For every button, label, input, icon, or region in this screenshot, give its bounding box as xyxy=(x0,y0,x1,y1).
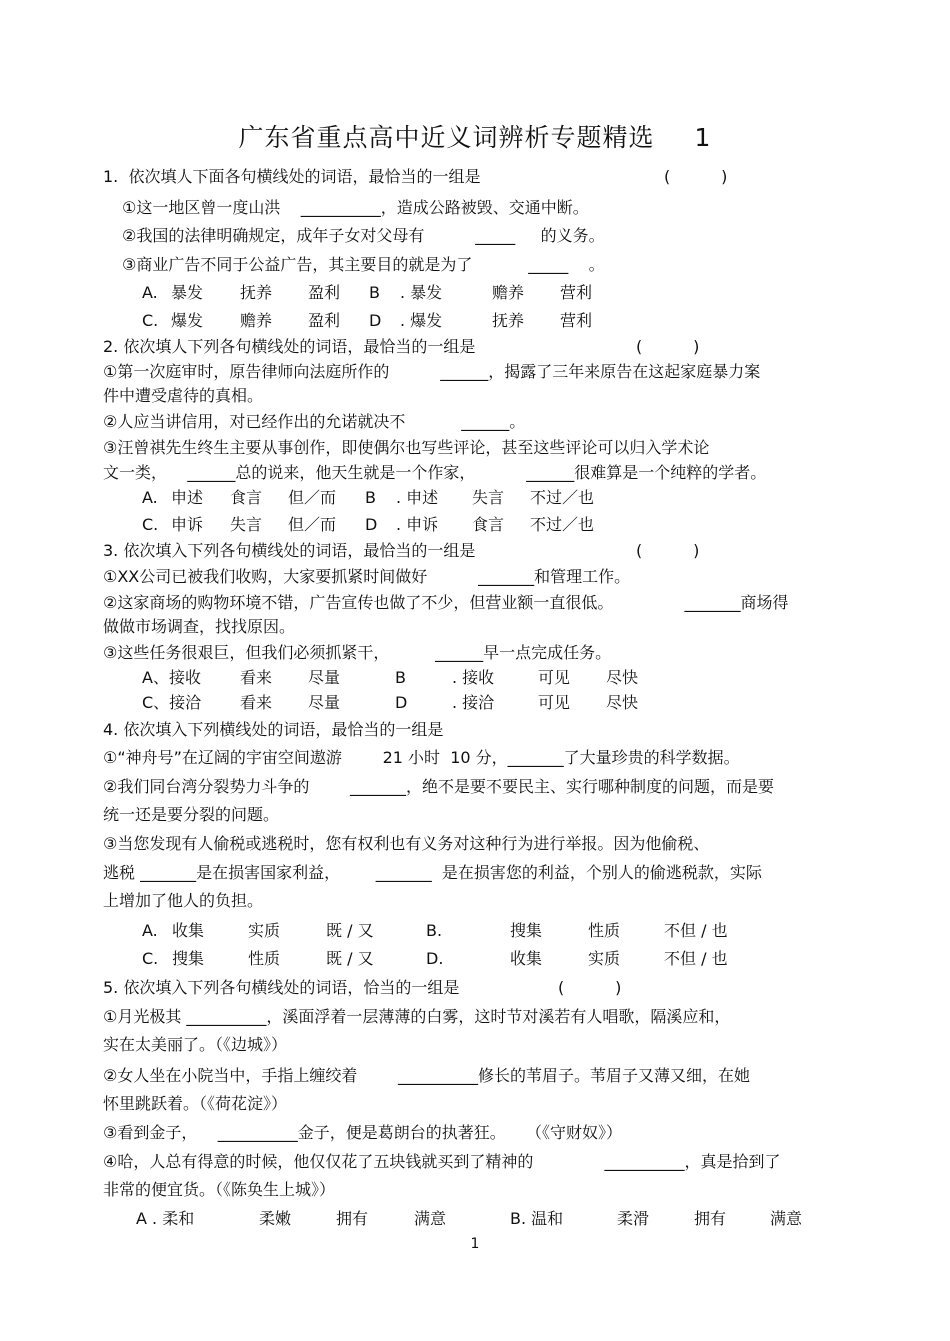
option-word: . 申述 xyxy=(396,488,439,507)
option-label: B. xyxy=(426,921,443,940)
option-label: D. xyxy=(426,949,444,968)
q3-answer-paren: ( ) xyxy=(636,541,700,560)
option-word: 柔滑 xyxy=(617,1209,650,1228)
option-label: D xyxy=(369,311,382,330)
q1-sentence-2: ②我国的法律明确规定，成年子女对父母有 _____ 的义务。 xyxy=(122,226,605,245)
option-word: 抚养 xyxy=(240,283,273,302)
q2-sentence-1-cont: 件中遭受虐待的真相。 xyxy=(103,386,264,405)
q1-sentence-3: ③商业广告不同于公益广告，其主要目的就是为了 _____ 。 xyxy=(122,255,605,274)
q3-sentence-1: ①XX公司已被我们收购，大家要抓紧时间做好 _______和管理工作。 xyxy=(103,567,631,586)
option-word: A . 柔和 xyxy=(136,1209,195,1228)
option-word: 抚养 xyxy=(492,311,525,330)
option-label: D xyxy=(395,693,408,712)
option-word: 柔嫩 xyxy=(259,1209,292,1228)
q2-sentence-1: ①第一次庭审时，原告律师向法庭所作的 ______，揭露了三年来原告在这起家庭暴力案 xyxy=(103,362,761,381)
option-word: 营利 xyxy=(560,311,593,330)
option-word: 尽量 xyxy=(308,693,341,712)
option-word: 不但 / 也 xyxy=(664,949,728,968)
option-word: 既 / 又 xyxy=(326,921,374,940)
q2-stem: 2. 依次填人下列各句横线处的词语，最恰当的一组是 xyxy=(103,337,476,356)
option-word: 不但 / 也 xyxy=(664,921,728,940)
option-word: 可见 xyxy=(538,693,571,712)
option-word: 盈利 xyxy=(308,311,341,330)
option-word: 拥有 xyxy=(694,1209,727,1228)
option-label: D xyxy=(365,515,378,534)
option-word: 盈利 xyxy=(308,283,341,302)
option-word: 既 / 又 xyxy=(326,949,374,968)
option-label: A. xyxy=(142,488,158,507)
option-word: 实质 xyxy=(588,949,621,968)
option-word: . 接收 xyxy=(452,668,495,687)
option-word: 失言 xyxy=(230,515,263,534)
option-word: . 爆发 xyxy=(400,311,443,330)
q2-sentence-2: ②人应当讲信用，对已经作出的允诺就决不 ______。 xyxy=(103,412,526,431)
option-word: 收集 xyxy=(510,949,543,968)
q5-sentence-4: ④哈，人总有得意的时候，他仅仅花了五块钱就买到了精神的 __________，真是拾到了 xyxy=(103,1152,781,1171)
option-word: . 申诉 xyxy=(396,515,439,534)
option-word: 尽快 xyxy=(606,693,639,712)
option-word: 失言 xyxy=(472,488,505,507)
q5-answer-paren: ( ) xyxy=(558,978,622,997)
option-word: 可见 xyxy=(538,668,571,687)
q5-sentence-2-cont: 怀里跳跃着。（《荷花淀》） xyxy=(103,1094,288,1113)
title-text: 广东省重点高中近义词辨析专题精选 xyxy=(238,123,655,152)
q2-sentence-3-cont: 文一类， ______总的说来，他天生就是一个作家， ______很难算是一个纯粹的学者。 xyxy=(103,463,767,482)
q4-stem: 4. 依次填入下列横线处的词语，最恰当的一组是 xyxy=(103,720,444,739)
q5-sentence-2: ②女人坐在小院当中，手指上缠绞着 __________修长的苇眉子。苇眉子又薄又细，在她 xyxy=(103,1066,751,1085)
option-label: C. xyxy=(142,949,159,968)
option-word: 但／而 xyxy=(288,488,337,507)
q5-sentence-4-cont: 非常的便宜货。（《陈奂生上城》） xyxy=(103,1180,336,1199)
q3-sentence-2-cont: 做做市场调查，找找原因。 xyxy=(103,617,296,636)
option-word: 爆发 xyxy=(171,311,204,330)
option-word: 性质 xyxy=(588,921,621,940)
option-word: 申述 xyxy=(171,488,204,507)
option-label: C. xyxy=(142,311,159,330)
q4-sentence-2-cont: 统一还是要分裂的问题。 xyxy=(103,805,280,824)
option-word: 拥有 xyxy=(336,1209,369,1228)
title-number: 1 xyxy=(694,123,712,152)
option-word: 食言 xyxy=(230,488,263,507)
option-word: 但／而 xyxy=(288,515,337,534)
option-word: 营利 xyxy=(560,283,593,302)
option-word: 赡养 xyxy=(492,283,525,302)
option-label: B xyxy=(369,283,380,302)
option-word: 赡养 xyxy=(240,311,273,330)
q3-sentence-3: ③这些任务很艰巨，但我们必须抓紧干， ______早一点完成任务。 xyxy=(103,643,612,662)
option-word: 不过／也 xyxy=(530,488,595,507)
option-word: 暴发 xyxy=(171,283,204,302)
option-word: 满意 xyxy=(414,1209,447,1228)
option-word: 食言 xyxy=(472,515,505,534)
q1-sentence-1: ①这一地区曾一度山洪 __________，造成公路被毁、交通中断。 xyxy=(122,198,589,217)
option-label: B xyxy=(365,488,376,507)
option-word: 实质 xyxy=(248,921,281,940)
option-label: C. xyxy=(142,515,159,534)
q4-sentence-1: ①“神舟号”在辽阔的宇宙空间遨游 21 小时 10 分，_______了大量珍贵的科学数据。 xyxy=(103,748,740,767)
q1-stem: 1. 依次填人下面各句横线处的词语，最恰当的一组是 xyxy=(103,167,481,186)
q1-answer-paren: ( ) xyxy=(664,167,728,186)
q4-sentence-3-cont: 逃税 _______是在损害国家利益， _______ 是在损害您的利益，个别人的偷逃税款，实际 xyxy=(103,863,762,882)
option-word: 看来 xyxy=(240,693,273,712)
option-word: . 暴发 xyxy=(400,283,443,302)
option-word: 性质 xyxy=(248,949,281,968)
option-word: . 接洽 xyxy=(452,693,495,712)
option-word: 满意 xyxy=(770,1209,803,1228)
option-label: A. xyxy=(142,921,158,940)
page-number: 1 xyxy=(470,1236,480,1252)
option-label: B xyxy=(395,668,406,687)
option-word: 看来 xyxy=(240,668,273,687)
option-word: B. 温和 xyxy=(510,1209,564,1228)
option-word: 收集 xyxy=(172,921,205,940)
option-word: 申诉 xyxy=(171,515,204,534)
page-title xyxy=(0,118,950,154)
q4-sentence-3: ③当您发现有人偷税或逃税时，您有权利也有义务对这种行为进行举报。因为他偷税、 xyxy=(103,834,710,853)
q5-sentence-3: ③看到金子， __________金子，便是葛朗台的执著狂。 （《守财奴》） xyxy=(103,1123,623,1142)
q3-sentence-2: ②这家商场的购物环境不错，广告宣传也做了不少，但营业额一直很低。 _______商场得 xyxy=(103,593,789,612)
q5-sentence-1: ①月光极其 __________，溪面浮着一层薄薄的白雾，这时节对溪若有人唱歌，隔溪应和， xyxy=(103,1007,731,1026)
option-word: C、接洽 xyxy=(142,693,202,712)
q5-stem: 5. 依次填入下列各句横线处的词语，恰当的一组是 xyxy=(103,978,460,997)
q3-stem: 3. 依次填入下列各句横线处的词语，最恰当的一组是 xyxy=(103,541,476,560)
q2-sentence-3: ③汪曾祺先生终生主要从事创作，即使偶尔也写些评论，甚至这些评论可以归入学术论 xyxy=(103,438,710,457)
q4-sentence-3-cont-2: 上增加了他人的负担。 xyxy=(103,891,264,910)
option-word: 搜集 xyxy=(510,921,543,940)
option-word: 尽快 xyxy=(606,668,639,687)
option-label: A. xyxy=(142,283,158,302)
option-word: A、接收 xyxy=(142,668,201,687)
q2-answer-paren: ( ) xyxy=(636,337,700,356)
option-word: 搜集 xyxy=(172,949,205,968)
q5-sentence-1-cont: 实在太美丽了。（《边城》） xyxy=(103,1035,288,1054)
option-word: 不过／也 xyxy=(530,515,595,534)
option-word: 尽量 xyxy=(308,668,341,687)
q4-sentence-2: ②我们同台湾分裂势力斗争的 _______，绝不是要不要民主、实行哪种制度的问题，而是要 xyxy=(103,777,775,796)
